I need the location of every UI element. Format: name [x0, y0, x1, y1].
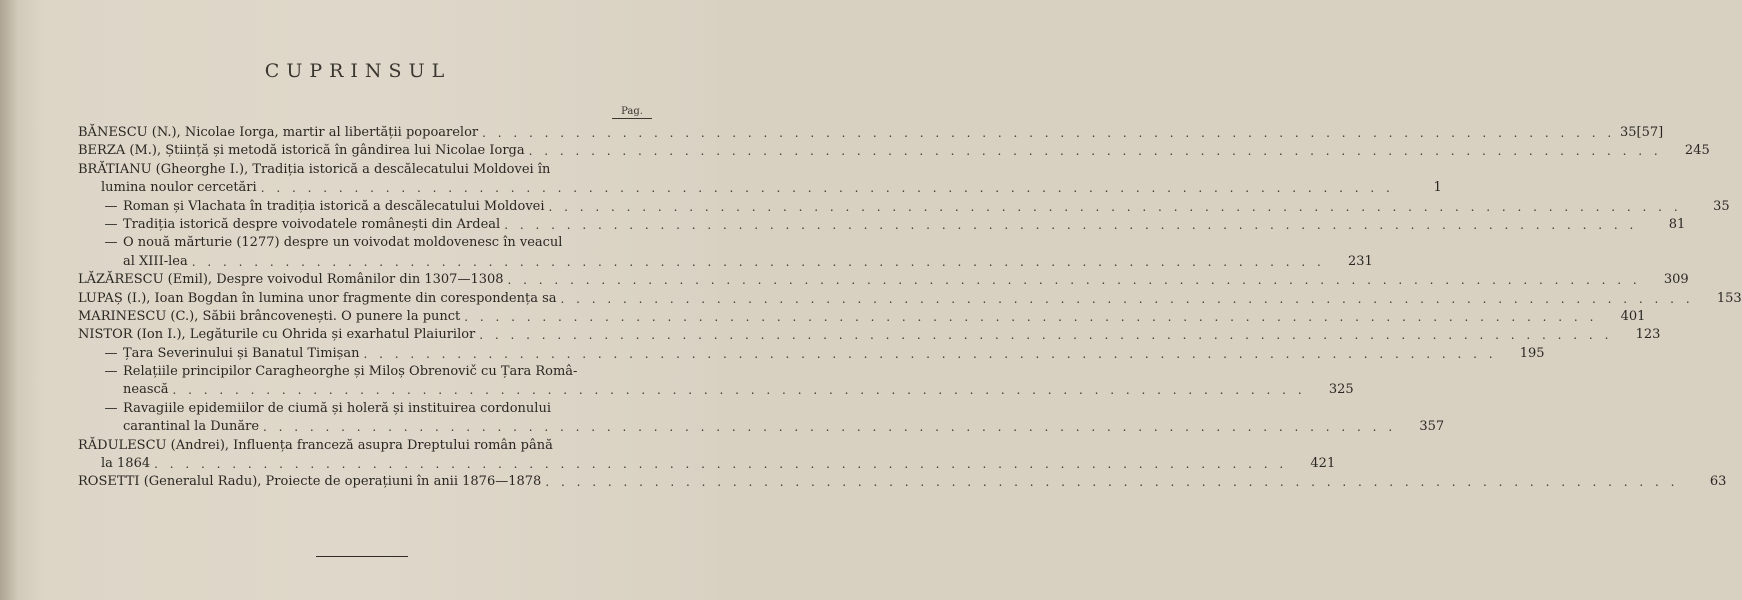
page-column-header: Pag. — [612, 106, 652, 119]
toc-leader-dots: . . . . . . . . . . . . . . . . . . . . . . . . . . . . . . . . . . . . . . . . . . . . . . . . . . . . . . . . . . . . . . . . . . . . . . . . . — [464, 309, 1598, 324]
toc-entry-line — [78, 326, 1661, 344]
toc-entry-text: ROSETTI (Generalul Radu), Proiecte de operațiuni în anii 1876—1878 — [78, 474, 542, 490]
toc-entry-dash: — — [104, 235, 118, 251]
toc-entry-line — [78, 437, 654, 455]
toc-entry-line — [78, 142, 1710, 160]
toc-entry — [78, 216, 1686, 234]
toc-page-number: 35 — [1713, 198, 1730, 214]
toc-page-number: 421 — [1310, 456, 1336, 472]
toc-page-number: 81 — [1668, 216, 1686, 232]
toc-entry-line — [78, 253, 1373, 271]
toc-entry-line — [78, 161, 654, 179]
toc-entry-text: Roman și Vlachata în tradiția istorică a descălecatului Moldovei — [123, 198, 545, 214]
toc-page-number: 35[57] — [1620, 125, 1664, 140]
toc-entry-line — [78, 455, 1336, 473]
toc-leader-dots: . . . . . . . . . . . . . . . . . . . . . . . . . . . . . . . . . . . . . . . . . . . . . . . . . . . . . . . . . . . . . . . . . . . . . . . . . — [507, 273, 1641, 288]
toc-entry-line — [78, 308, 1646, 326]
closing-rule — [316, 556, 408, 557]
toc-entry-text: Tradiția istorică despre voivodatele românești din Ardeal — [123, 216, 501, 232]
toc-entry-dash: — — [104, 345, 118, 361]
toc-page-number: 195 — [1519, 345, 1545, 361]
toc-entry-line — [78, 216, 1686, 234]
toc-leader-dots: . . . . . . . . . . . . . . . . . . . . . . . . . . . . . . . . . . . . . . . . . . . . . . . . . . . . . . . . . . . . . . . . . . . . . . . . . — [191, 254, 1325, 269]
toc-entry — [78, 308, 1646, 326]
toc-entry-dash: — — [104, 198, 118, 214]
toc-entry — [78, 363, 1354, 400]
toc-page-number: 231 — [1347, 253, 1373, 269]
toc-entry — [78, 124, 1664, 142]
toc-entry — [78, 473, 1727, 491]
toc-entry — [78, 198, 1730, 216]
toc-entry-text: la 1864 — [101, 456, 151, 472]
toc-page-number: 325 — [1328, 382, 1354, 398]
toc-entry-line — [78, 179, 1442, 197]
toc-entry-dash: — — [104, 216, 118, 232]
toc-leader-dots: . . . . . . . . . . . . . . . . . . . . . . . . . . . . . . . . . . . . . . . . . . . . . . . . . . . . . . . . . . . . . . . . . . . . . . . . . — [548, 199, 1682, 214]
toc-leader-dots: . . . . . . . . . . . . . . . . . . . . . . . . . . . . . . . . . . . . . . . . . . . . . . . . . . . . . . . . . . . . . . . . . . . . . . . . . — [154, 457, 1288, 472]
toc-leader-dots: . . . . . . . . . . . . . . . . . . . . . . . . . . . . . . . . . . . . . . . . . . . . . . . . . . . . . . . . . . . . . . . . . . . . . . . . . — [479, 328, 1613, 343]
toc-entry-text: NISTOR (Ion I.), Legăturile cu Ohrida și exarhatul Plaiurilor — [78, 327, 476, 343]
toc-entry-text: lumina noulor cercetări — [101, 180, 257, 196]
toc-entry-text: Țara Severinului și Banatul Timișan — [123, 345, 360, 361]
toc-entry-line — [78, 198, 1730, 216]
toc-entry-text: BERZA (M.), Știință și metodă istorică în gândirea lui Nicolae Iorga — [78, 143, 525, 159]
toc-leader-dots: . . . . . . . . . . . . . . . . . . . . . . . . . . . . . . . . . . . . . . . . . . . . . . . . . . . . . . . . . . . . . . . . . . . . . . . . . — [528, 144, 1662, 159]
toc-entry-dash: — — [104, 364, 118, 380]
toc-leader-dots: . . . . . . . . . . . . . . . . . . . . . . . . . . . . . . . . . . . . . . . . . . . . . . . . . . . . . . . . . . . . . . . . . . . . . . . . . — [260, 181, 1394, 196]
toc-entry — [78, 400, 1445, 437]
toc-entry-text: nească — [123, 382, 169, 398]
toc-page-number: 123 — [1635, 327, 1661, 343]
toc-leader-dots: . . . . . . . . . . . . . . . . . . . . . . . . . . . . . . . . . . . . . . . . . . . . . . . . . . . . . . . . . . . . . . . . . . . . . . . . . — [363, 346, 1497, 361]
toc-page-number: 245 — [1684, 143, 1710, 159]
toc-entry-text: BĂNESCU (N.), Nicolae Iorga, martir al libertății popoarelor — [78, 125, 479, 140]
toc-leader-dots: . . . . . . . . . . . . . . . . . . . . . . . . . . . . . . . . . . . . . . . . . . . . . . . . . . . . . . . . . . . . . . . . . . . . . . . . . — [504, 217, 1638, 232]
toc-entry-line — [78, 381, 1354, 399]
toc-entry-text: carantinal la Dunăre — [123, 419, 260, 435]
toc-entry — [78, 271, 1689, 289]
toc-entry-dash: — — [104, 400, 118, 416]
toc-leader-dots: . . . . . . . . . . . . . . . . . . . . . . . . . . . . . . . . . . . . . . . . . . . . . . . . . . . . . . . . . . . . . . . . . . . . . . . . . — [263, 420, 1397, 435]
toc-leader-dots: . . . . . . . . . . . . . . . . . . . . . . . . . . . . . . . . . . . . . . . . . . . . . . . . . . . . . . . . . . . . . . . . . . . . . . . . . — [482, 126, 1616, 140]
page-gutter-shadow — [0, 0, 18, 600]
toc-entry — [78, 142, 1710, 160]
toc-entry-line — [78, 345, 1545, 363]
table-of-contents — [78, 124, 1742, 492]
toc-entry-text: MARINESCU (C.), Săbii brâncovenești. O punere la punct — [78, 308, 461, 324]
toc-entry-text: Relațiile principilor Caragheorghe și Miloș Obrenovič cu Țara Româ- — [123, 364, 578, 380]
toc-entry — [78, 290, 1742, 308]
toc-leader-dots: . . . . . . . . . . . . . . . . . . . . . . . . . . . . . . . . . . . . . . . . . . . . . . . . . . . . . . . . . . . . . . . . . . . . . . . . . — [545, 475, 1679, 490]
toc-entry-text: RĂDULESCU (Andrei), Influența franceză asupra Dreptului român până — [78, 437, 553, 453]
toc-entry-text: LUPAȘ (I.), Ioan Bogdan în lumina unor fragmente din corespondența sa — [78, 290, 557, 306]
toc-page-number: 1 — [1433, 180, 1442, 196]
toc-entry — [78, 326, 1661, 344]
toc-entry-line — [78, 363, 654, 381]
toc-entry — [78, 161, 1442, 198]
toc-entry-line — [78, 473, 1727, 491]
toc-leader-dots: . . . . . . . . . . . . . . . . . . . . . . . . . . . . . . . . . . . . . . . . . . . . . . . . . . . . . . . . . . . . . . . . . . . . . . . . . — [560, 291, 1694, 306]
page-title: CUPRINSUL — [264, 60, 452, 82]
toc-entry-text: BRĂTIANU (Gheorghe I.), Tradiția istorică a descălecatului Moldovei în — [78, 161, 551, 177]
toc-entry-text: O nouă mărturie (1277) despre un voivodat moldovenesc în veacul — [123, 235, 563, 251]
toc-entry — [78, 345, 1545, 363]
toc-entry — [78, 234, 1373, 271]
toc-entry-line — [78, 418, 1445, 436]
toc-entry-line — [78, 290, 1742, 308]
toc-page-number: 63 — [1709, 474, 1727, 490]
toc-entry-text: LĂZĂRESCU (Emil), Despre voivodul Românilor din 1307—1308 — [78, 272, 504, 288]
toc-entry-line — [78, 400, 654, 418]
toc-entry-line — [78, 124, 1664, 142]
toc-entry — [78, 437, 1336, 474]
toc-entry-text: al XIII-lea — [123, 253, 188, 269]
toc-page-number: 153 — [1716, 290, 1742, 306]
toc-page-number: 309 — [1663, 272, 1689, 288]
toc-entry-line — [78, 271, 1689, 289]
toc-leader-dots: . . . . . . . . . . . . . . . . . . . . . . . . . . . . . . . . . . . . . . . . . . . . . . . . . . . . . . . . . . . . . . . . . . . . . . . . . — [172, 383, 1306, 398]
toc-entry-line — [78, 234, 654, 252]
toc-entry-text: Ravagiile epidemiilor de ciumă și holeră și instituirea cordonului — [123, 400, 551, 416]
toc-page-number: 401 — [1620, 308, 1646, 324]
toc-page-number: 357 — [1419, 419, 1445, 435]
